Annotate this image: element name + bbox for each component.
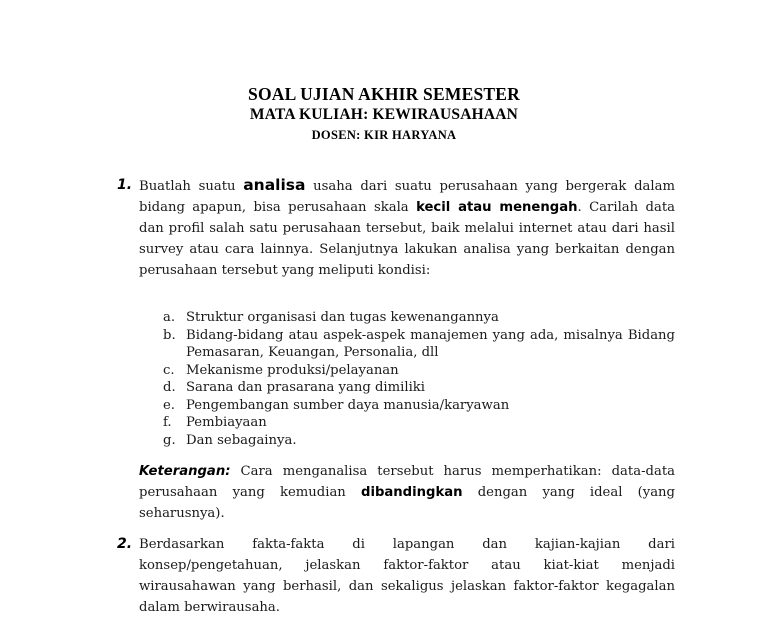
list-item-marker: a.	[163, 310, 176, 325]
list-item	[163, 432, 675, 450]
list-item	[163, 327, 675, 362]
list-item	[163, 397, 675, 415]
exam-title: SOAL UJIAN AKHIR SEMESTER	[248, 84, 520, 104]
question-1-list	[163, 309, 675, 449]
question-1-text-part3: . Carilah data dan profil salah satu perusahaan tersebut, baik melalui internet atau dari hasil survey atau cara lainnya. Selanjutnya lakukan analisa yang berkaitan dengan perusahaan tersebut yang meliputi kondisi:	[139, 200, 675, 278]
course-title: MATA KULIAH: KEWIRAUSAHAAN	[249, 106, 519, 123]
list-item	[163, 379, 675, 397]
note-bold-compared: dibandingkan	[361, 485, 463, 500]
list-item-text: Pembiayaan	[186, 415, 267, 430]
list-item-marker: b.	[163, 327, 176, 343]
note-text-part1: Cara menganalisa tersebut harus memperhatikan: data-data perusahaan yang kemudian	[139, 464, 675, 500]
question-1-bold-analisa: analisa	[243, 176, 306, 194]
list-item-marker: c.	[163, 362, 175, 378]
question-1-note	[139, 461, 675, 524]
lecturer-name: DOSEN: KIR HARYANA	[311, 128, 457, 142]
list-item-text: Struktur organisasi dan tugas kewenangannya	[186, 310, 499, 325]
list-item-marker: d.	[163, 380, 176, 395]
question-1-number: 1.	[117, 177, 133, 193]
question-2-number: 2.	[117, 536, 133, 552]
list-item-text: Bidang-bidang atau aspek-aspek manajemen yang ada, misalnya Bidang Pemasaran, Keuangan, Personalia, dll	[186, 327, 675, 360]
question-2-text: Berdasarkan fakta-fakta di lapangan dan kajian-kajian dari konsep/pengetahuan, jelaskan faktor-faktor atau kiat-kiat menjadi wirausahawan yang berhasil, dan sekaligus jelaskan faktor-faktor kegagalan dalam berwirausaha.	[139, 537, 675, 615]
question-1-text-part1: Buatlah suatu	[139, 179, 236, 194]
list-item-text: Dan sebagainya.	[186, 432, 297, 448]
note-text-part2: dengan yang ideal (yang seharusnya).	[139, 485, 675, 521]
list-item-marker: f.	[163, 415, 172, 430]
list-item-text: Pengembangan sumber daya manusia/karyawan	[186, 397, 510, 413]
list-item-text: Sarana dan prasarana yang dimiliki	[186, 380, 426, 395]
list-item	[163, 362, 675, 380]
list-item	[163, 414, 675, 432]
question-1-bold-scale: kecil atau menengah	[416, 200, 578, 215]
list-item	[163, 309, 675, 327]
list-item-marker: g.	[163, 432, 176, 448]
list-item-marker: e.	[163, 397, 175, 413]
question-1-text-part2: usaha dari suatu perusahaan yang bergerak dalam bidang apapun, bisa perusahaan skala	[139, 179, 675, 215]
question-1-text	[139, 175, 675, 281]
note-label: Keterangan:	[139, 464, 231, 479]
list-item-text: Mekanisme produksi/pelayanan	[186, 362, 399, 378]
